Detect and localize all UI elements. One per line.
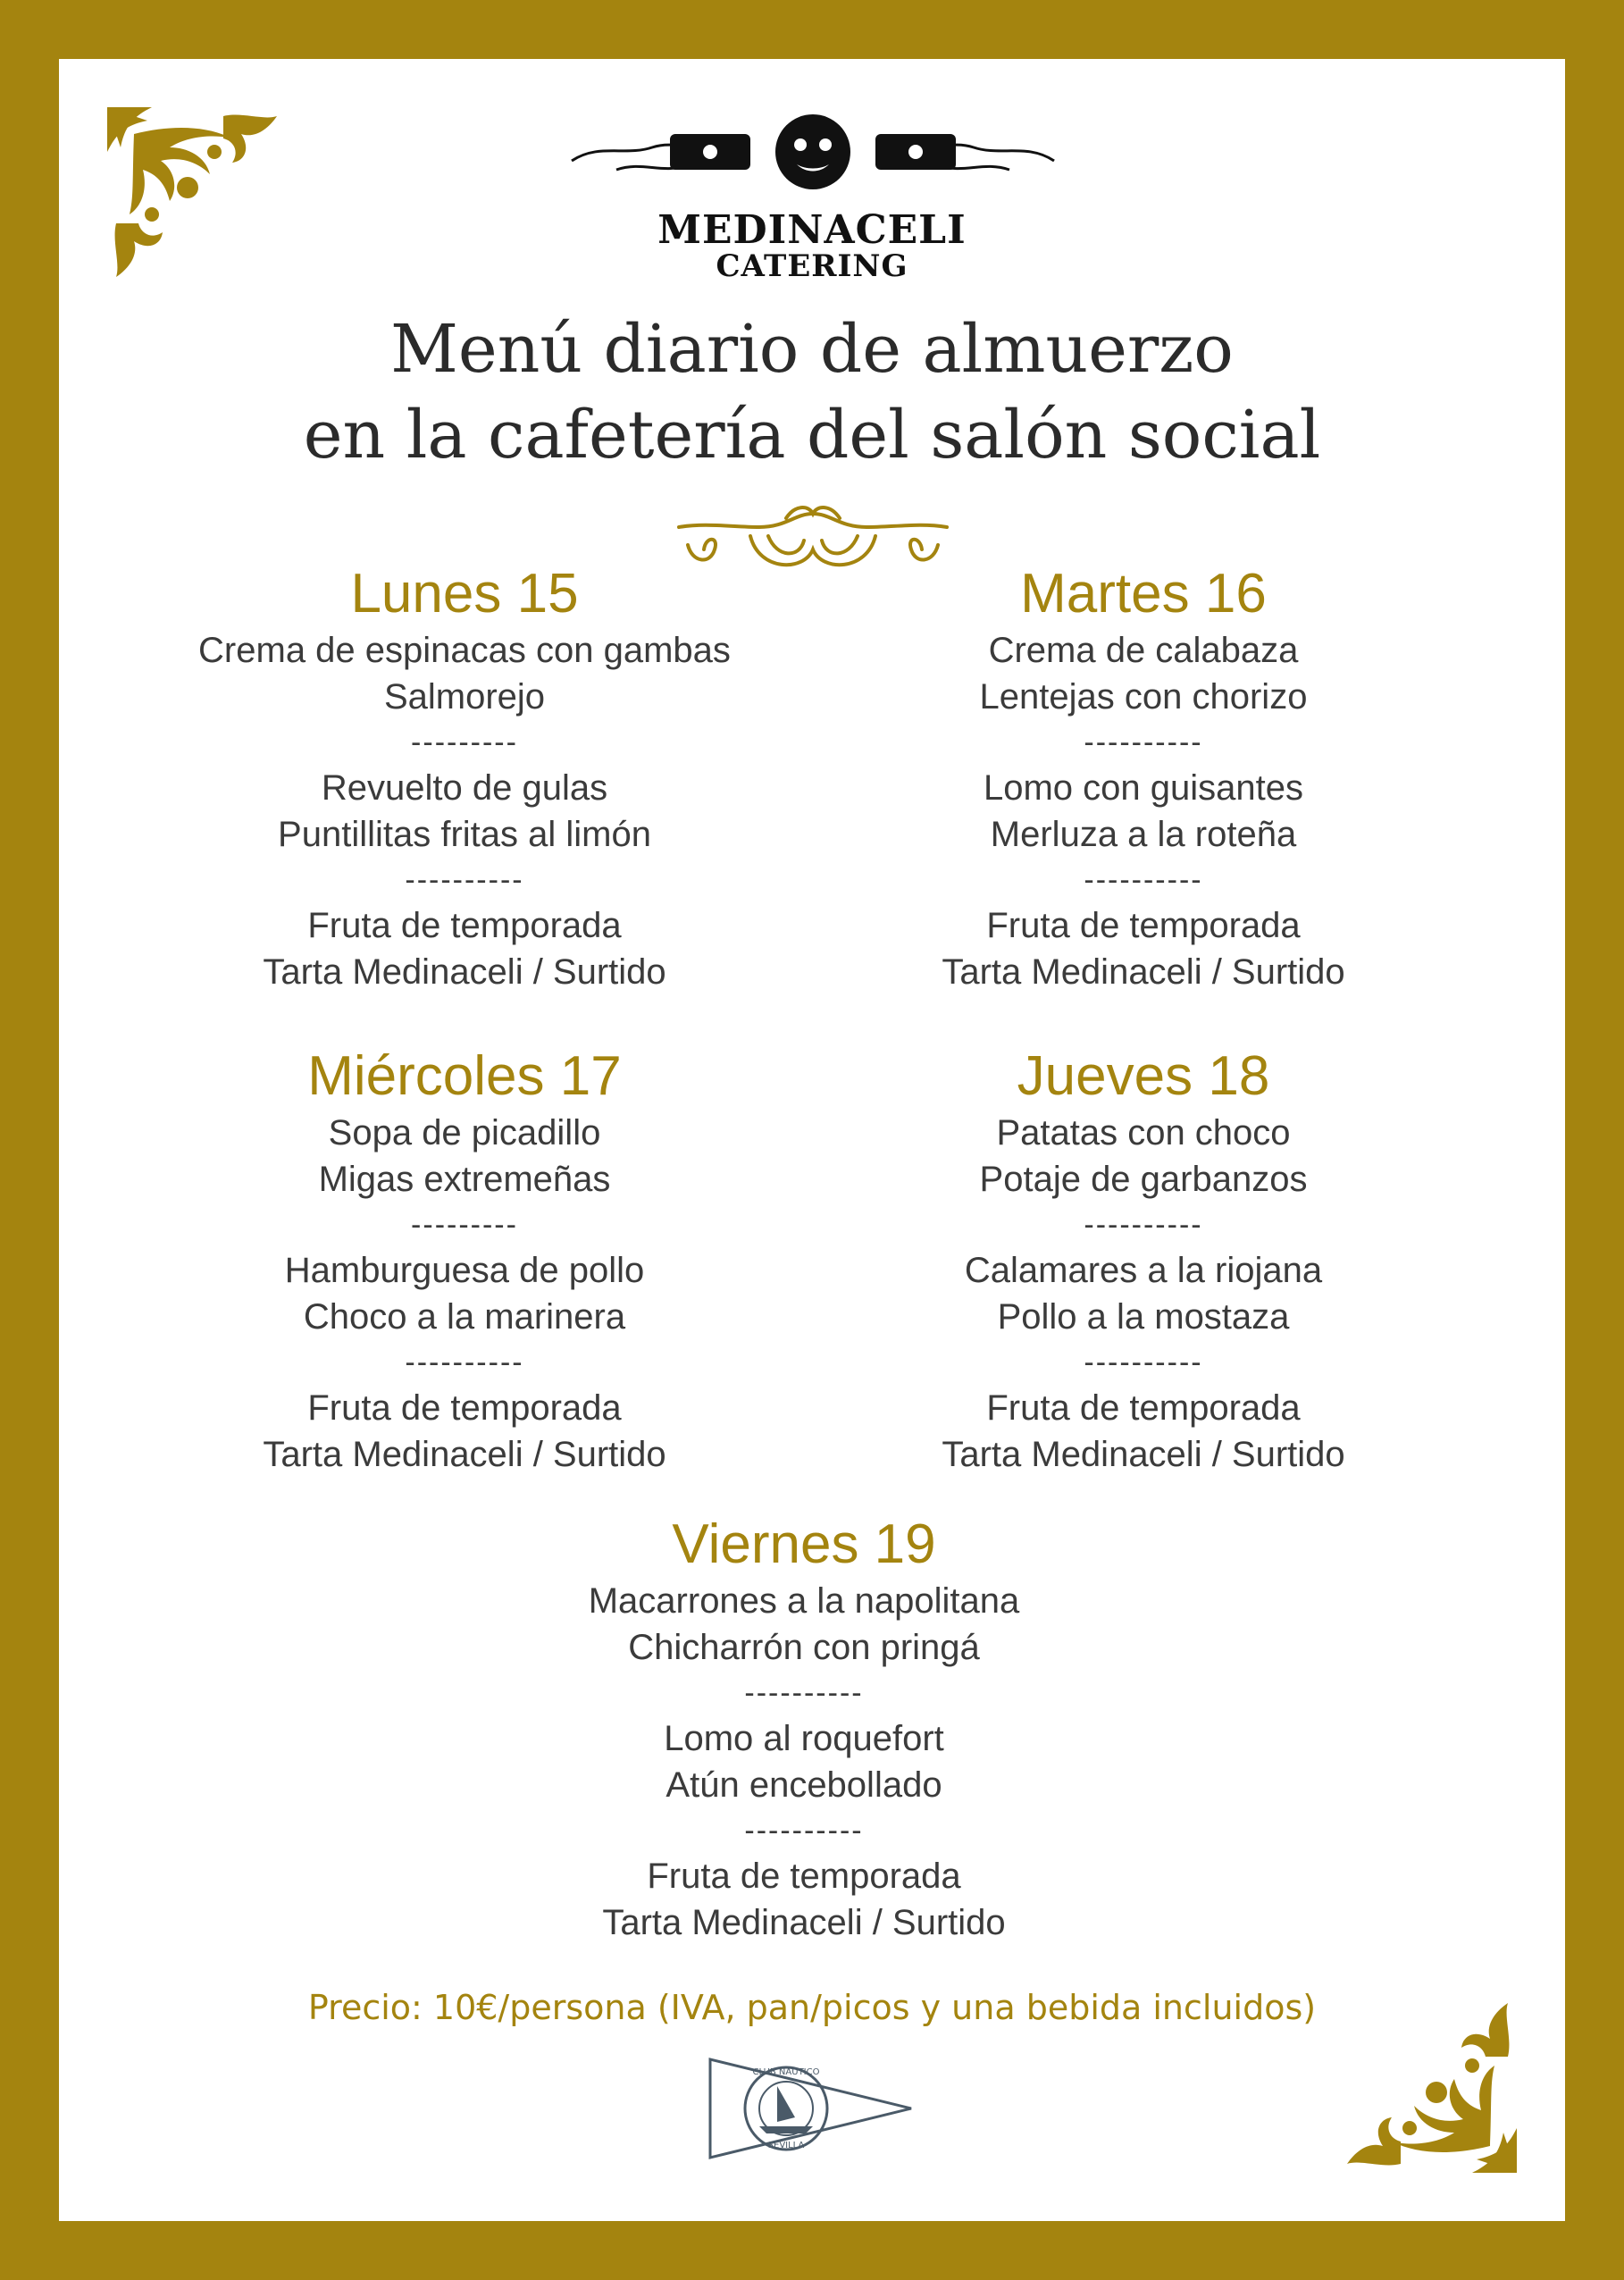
price-note: Precio: 10€/persona (IVA, pan/picos y una bebida incluidos) <box>307 1988 1317 2027</box>
course-separator: ---------- <box>405 863 524 897</box>
course-separator: ---------- <box>1084 1345 1203 1379</box>
course-separator: ---------- <box>1084 725 1203 759</box>
dish-item: Tarta Medinaceli / Surtido <box>602 1903 1006 1942</box>
dish-item: Lomo al roquefort <box>664 1719 944 1758</box>
course-separator: ---------- <box>744 1676 864 1710</box>
dish-item: Tarta Medinaceli / Surtido <box>942 1435 1345 1474</box>
course-separator: --------- <box>411 725 518 759</box>
dish-item: Patatas con choco <box>996 1113 1291 1153</box>
dish-item: Lomo con guisantes <box>983 768 1303 808</box>
page-title-line-1: Menú diario de almuerzo <box>390 311 1234 388</box>
page-title-line-2: en la cafetería del salón social <box>303 397 1321 474</box>
dish-item: Revuelto de gulas <box>321 768 608 808</box>
dish-item: Fruta de temporada <box>307 1388 622 1428</box>
course-separator: ---------- <box>1084 863 1203 897</box>
dish-item: Choco a la marinera <box>303 1297 626 1337</box>
course-separator: ---------- <box>405 1345 524 1379</box>
dish-item: Crema de espinacas con gambas <box>198 631 731 670</box>
day-block-martes <box>822 561 1465 995</box>
dish-item: Hamburguesa de pollo <box>284 1251 645 1290</box>
medinaceli-logo-icon <box>563 107 1063 197</box>
day-block-jueves <box>822 1044 1465 1478</box>
dish-item: Tarta Medinaceli / Surtido <box>263 1435 666 1474</box>
day-heading: Miércoles 17 <box>307 1045 622 1107</box>
dish-item: Fruta de temporada <box>986 1388 1301 1428</box>
dish-item: Chicharrón con pringá <box>628 1628 980 1667</box>
dish-item: Merluza a la roteña <box>990 815 1297 854</box>
dish-item: Fruta de temporada <box>307 906 622 945</box>
dish-item: Salmorejo <box>383 677 546 717</box>
club-city-text: SEVILLA <box>767 2141 805 2150</box>
dish-item: Atún encebollado <box>666 1765 942 1805</box>
club-nautico-logo-icon <box>706 2055 920 2162</box>
dish-item: Lentejas con chorizo <box>979 677 1308 717</box>
dish-item: Fruta de temporada <box>647 1857 961 1896</box>
club-name-text: CLUB NÁUTICO <box>752 2067 820 2077</box>
day-heading: Viernes 19 <box>672 1513 936 1575</box>
course-separator: ---------- <box>744 1814 864 1848</box>
course-separator: --------- <box>411 1208 518 1242</box>
dish-item: Migas extremeñas <box>318 1160 611 1199</box>
course-separator: ---------- <box>1084 1208 1203 1242</box>
dish-item: Tarta Medinaceli / Surtido <box>263 952 666 992</box>
brand-subtitle: CATERING <box>716 248 908 284</box>
dish-item: Pollo a la mostaza <box>997 1297 1290 1337</box>
day-block-viernes <box>482 1512 1126 1946</box>
dish-item: Tarta Medinaceli / Surtido <box>942 952 1345 992</box>
dish-item: Sopa de picadillo <box>328 1113 601 1153</box>
dish-item: Macarrones a la napolitana <box>588 1581 1020 1621</box>
day-heading: Jueves 18 <box>1017 1045 1270 1107</box>
day-block-lunes <box>143 561 786 995</box>
brand-name: MEDINACELI <box>657 207 967 253</box>
dish-item: Potaje de garbanzos <box>979 1160 1308 1199</box>
day-block-miercoles <box>143 1044 786 1478</box>
dish-item: Calamares a la riojana <box>964 1251 1323 1290</box>
dish-item: Puntillitas fritas al limón <box>278 815 651 854</box>
dish-item: Crema de calabaza <box>988 631 1299 670</box>
day-heading: Lunes 15 <box>350 563 579 624</box>
day-heading: Martes 16 <box>1020 563 1267 624</box>
dish-item: Fruta de temporada <box>986 906 1301 945</box>
